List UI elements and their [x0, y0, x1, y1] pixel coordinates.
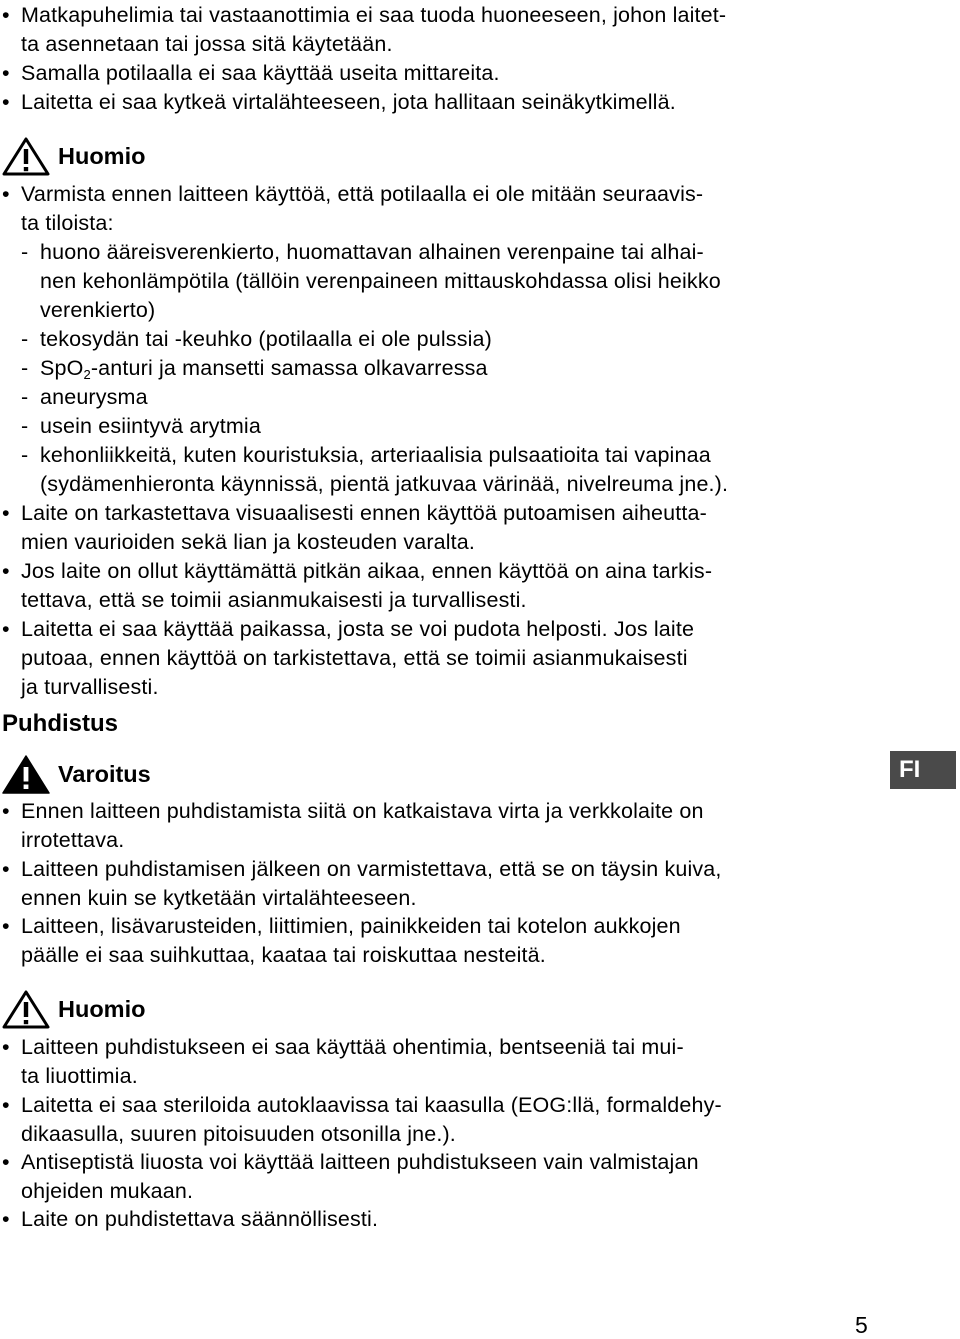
list-item-line: Laitetta ei saa käyttää paikassa, josta se voi pudota helposti. Jos laite [21, 617, 695, 641]
list-item-line: putoaa, ennen käyttöä on tarkistettava, että se toimii asianmukaisesti [21, 646, 688, 670]
sub-item-line: nen kehonlämpötila (tällöin verenpaineen mittauskohdassa olisi heikko [40, 269, 721, 293]
bullet: • [2, 1207, 10, 1231]
bullet: • [2, 1150, 10, 1174]
sub-item-line: huono ääreisverenkierto, huomattavan alhainen verenpaine tai alhai- [40, 240, 704, 264]
list-item-line: Laite on puhdistettava säännöllisesti. [21, 1207, 379, 1231]
bullet: • [2, 3, 10, 27]
list-item-line: ta liuottimia. [21, 1064, 138, 1088]
list-item-line: ta asennetaan tai jossa sitä käytetään. [21, 32, 393, 56]
list-item-line: Ennen laitteen puhdistamista siitä on katkaistava virta ja verkkolaite on [21, 799, 704, 823]
list-item-line: mien vaurioiden sekä lian ja kosteuden varalta. [21, 530, 476, 554]
list-item-line: Samalla potilaalla ei saa käyttää useita mittareita. [21, 61, 500, 85]
warning-triangle-outline-icon [2, 989, 50, 1029]
list-item-line: Jos laite on ollut käyttämättä pitkän aikaa, ennen käyttöä on aina tarkis- [21, 559, 713, 583]
subscript: 2 [83, 367, 91, 382]
sub-item-line: tekosydän tai -keuhko (potilaalla ei ole pulssia) [40, 327, 492, 351]
list-item-line: ohjeiden mukaan. [21, 1179, 194, 1203]
list-item-line: Varmista ennen laitteen käyttöä, että potilaalla ei ole mitään seuraavis- [21, 182, 704, 206]
list-item-line: ennen kuin se kytketään virtalähteeseen. [21, 886, 417, 910]
bullet: • [2, 857, 10, 881]
warning-heading: Varoitus [58, 761, 151, 787]
list-item-line: Laitetta ei saa kytkeä virtalähteeseen, jota hallitaan seinäkytkimellä. [21, 90, 676, 114]
caution-heading: Huomio [58, 996, 146, 1022]
spo-label: SpO [40, 356, 84, 380]
list-item-line: dikaasulla, suuren pitoisuuden otsonilla jne.). [21, 1122, 456, 1146]
bullet: • [2, 914, 10, 938]
sub-item-line: usein esiintyvä arytmia [40, 414, 261, 438]
bullet: • [2, 617, 10, 641]
warning-triangle-outline-icon [2, 136, 50, 176]
bullet: • [2, 1093, 10, 1117]
dash: - [21, 327, 29, 351]
dash: - [21, 385, 29, 409]
bullet: • [2, 90, 10, 114]
list-item-line: päälle ei saa suihkuttaa, kaataa tai roiskuttaa nesteitä. [21, 943, 546, 967]
sensor-text: -anturi ja mansetti samassa olkavarressa [90, 356, 488, 380]
caution-heading: Huomio [58, 143, 146, 169]
list-item-line: ta tiloista: [21, 211, 114, 235]
list-item-line: tettava, että se toimii asianmukaisesti ja turvallisesti. [21, 588, 527, 612]
language-tab: FI [890, 751, 956, 789]
sub-item-line: kehonliikkeitä, kuten kouristuksia, arteriaalisia pulsaatioita tai vapinaa [40, 443, 711, 467]
warning-triangle-filled-icon [2, 754, 50, 794]
section-title: Puhdistus [2, 710, 119, 737]
page-number: 5 [855, 1312, 868, 1338]
sub-item-line: (sydämenhieronta käynnissä, pientä jatkuvaa värinää, nivelreuma jne.). [40, 472, 729, 496]
sub-item-line [40, 354, 488, 383]
list-item-line: Laitetta ei saa steriloida autoklaavissa tai kaasulla (EOG:llä, formaldehy- [21, 1093, 722, 1117]
list-item-line: Laitteen, lisävarusteiden, liittimien, painikkeiden tai kotelon aukkojen [21, 914, 681, 938]
bullet: • [2, 501, 10, 525]
dash: - [21, 240, 29, 264]
bullet: • [2, 799, 10, 823]
list-item-line: Antiseptistä liuosta voi käyttää laitteen puhdistukseen vain valmistajan [21, 1150, 699, 1174]
bullet: • [2, 182, 10, 206]
list-item-line: ja turvallisesti. [21, 675, 159, 699]
dash: - [21, 356, 29, 380]
dash: - [21, 443, 29, 467]
list-item-line: irrotettava. [21, 828, 125, 852]
dash: - [21, 414, 29, 438]
list-item-line: Laitteen puhdistamisen jälkeen on varmistettava, että se on täysin kuiva, [21, 857, 722, 881]
list-item-line: Laitteen puhdistukseen ei saa käyttää ohentimia, bentseeniä tai mui- [21, 1035, 684, 1059]
list-item-line: Matkapuhelimia tai vastaanottimia ei saa tuoda huoneeseen, johon laitet- [21, 3, 727, 27]
bullet: • [2, 1035, 10, 1059]
sub-item-line: verenkierto) [40, 298, 156, 322]
bullet: • [2, 61, 10, 85]
list-item-line: Laite on tarkastettava visuaalisesti ennen käyttöä putoamisen aiheutta- [21, 501, 707, 525]
bullet: • [2, 559, 10, 583]
sub-item-line: aneurysma [40, 385, 148, 409]
